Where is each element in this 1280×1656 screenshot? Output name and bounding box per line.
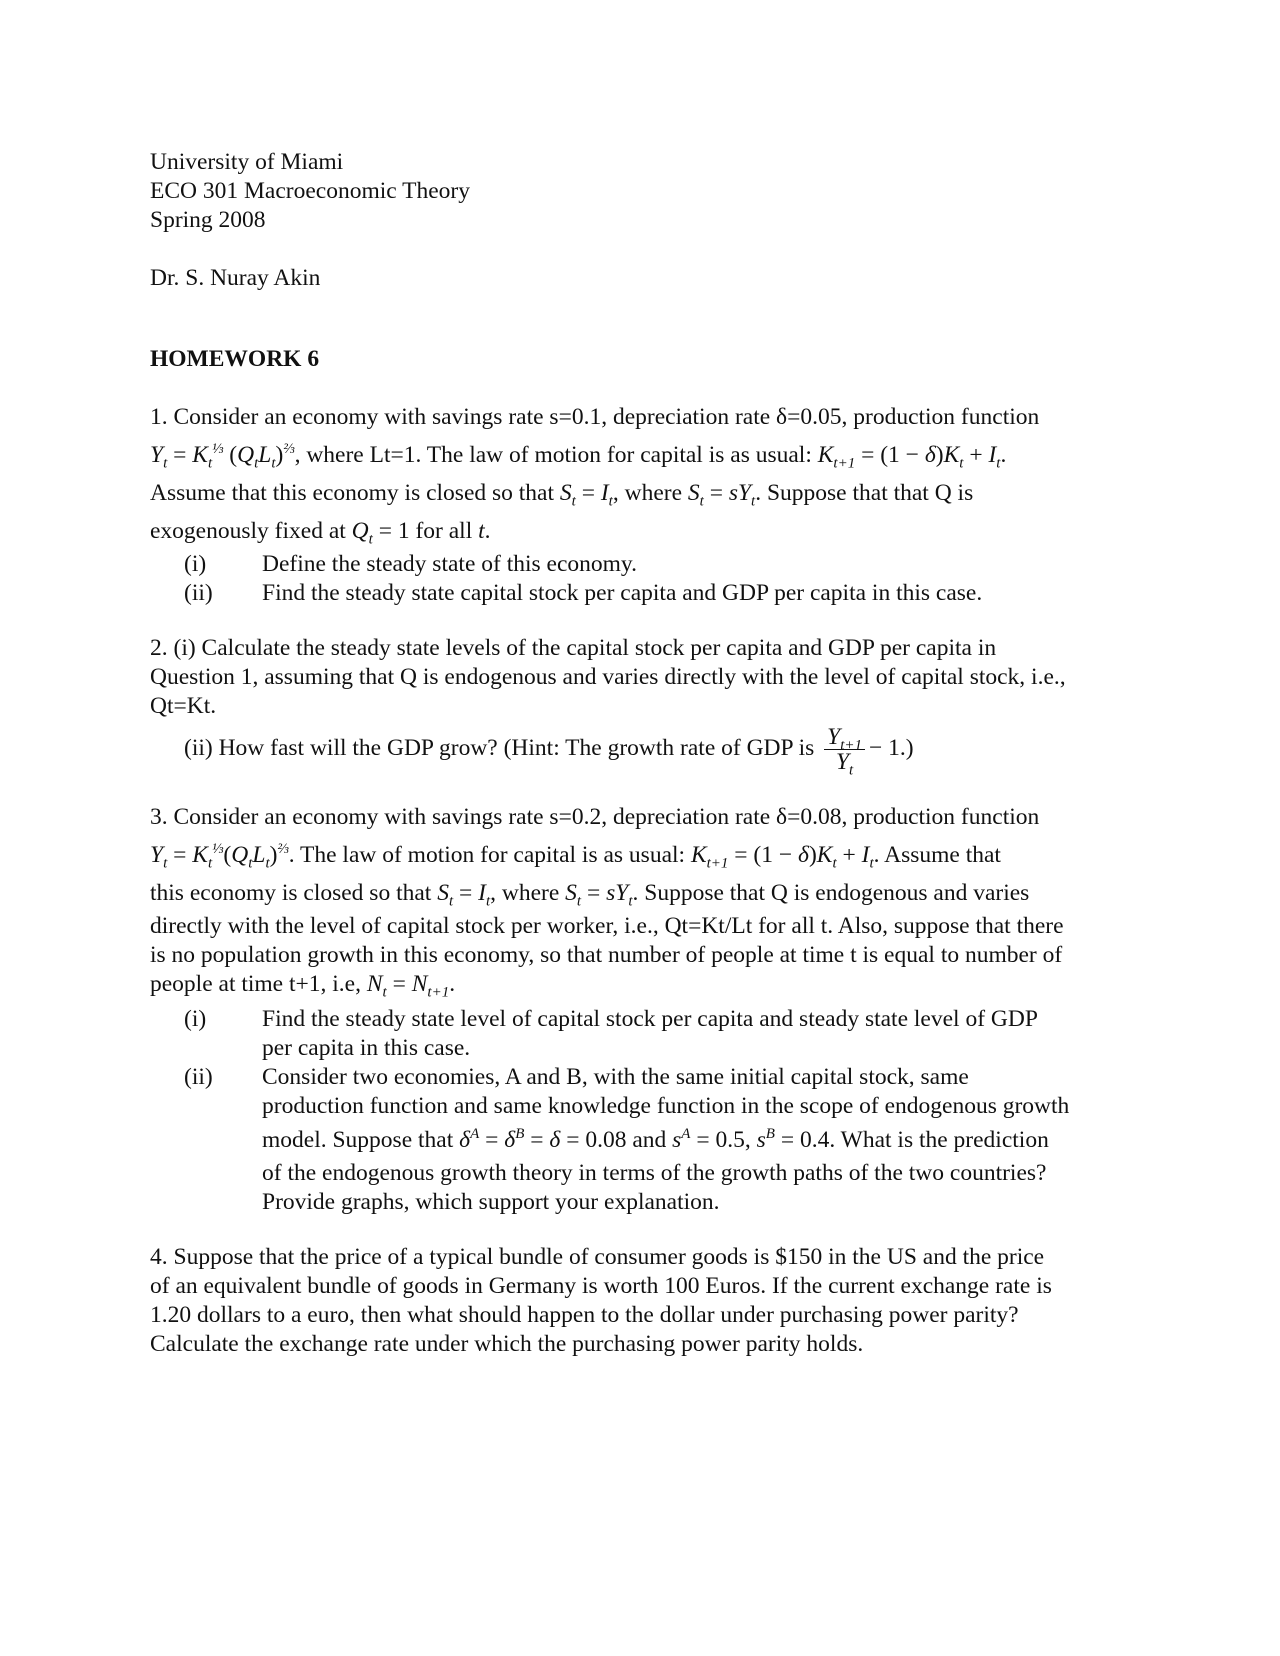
q2-line-1: 2. (i) Calculate the steady state levels of the capital stock per capita and GDP per capita in — [150, 635, 997, 661]
q4-line-3: 1.20 dollars to a euro, then what should happen to the dollar under purchasing power parity? — [150, 1302, 1019, 1328]
q3-savings-rates-eq: $s^A = 0.5$, $s^B = 0.4$ — [672, 1126, 830, 1153]
q3-item-ii: (ii) Consider two economies, A and B, with the same initial capital stock, same production function and same knowledge function in the scope of endogenous growth model. Suppose that $\delta^A = \delta^B = \delta = 0.08$ and $s^A = 0.5$, $s^B = 0.4$. What is the prediction of the endogenous growth theory in terms of the growth paths of the two countries? Provide graphs, which support your explanation. — [184, 1064, 1070, 1215]
q1-q-fixed-eq: $Q_t = 1$ — [351, 518, 410, 548]
q1-line-1: 1. Consider an economy with savings rate s=0.1, depreciation rate δ=0.05, production function — [150, 404, 1040, 430]
university-name: University of Miami — [150, 149, 344, 175]
q2-growth-fraction: $\frac{Y_{t+1}}{Y_t}$ — [824, 725, 865, 774]
term: Spring 2008 — [150, 207, 266, 233]
q2-line-3: Qt=Kt. — [150, 693, 217, 719]
q4-line-2: of an equivalent bundle of goods in Germany is worth 100 Euros. If the current exchange rate is — [150, 1273, 1052, 1299]
q2-line-2: Question 1, assuming that Q is endogenous and varies directly with the level of capital stock, i.e., — [150, 664, 1066, 690]
question-1 — [150, 398, 1140, 608]
question-3 — [150, 798, 1140, 1217]
question-4 — [150, 1243, 1140, 1359]
q1-production-function: $Y_t = K_t^{\frac{1}{3}}$ $(Q_tL_t)^{\frac{2}{3}}$ — [150, 441, 295, 472]
q3-line-4: directly with the level of capital stock per worker, i.e., Qt=Kt/Lt for all t. Also, suppose that there — [150, 913, 1064, 939]
q3-line-2: $Y_t = K_t^{\frac{1}{3}}(Q_tL_t)^{\frac{2}{3}}$. The law of motion for capital is as usual: $K_{t+1} = (1 - \delta)K_t + I_t$. Assume that — [150, 841, 1001, 872]
q3-law-of-motion: $K_{t+1} = (1 - \delta)K_t + I_t$ — [690, 842, 874, 872]
homework-title: HOMEWORK 6 — [150, 346, 320, 372]
q2-part-ii: (ii) How fast will the GDP grow? (Hint: The growth rate of GDP is $\frac{Y_{t+1}}{Y_t}$ − 1.) — [184, 724, 914, 779]
q1-line-3: Assume that this economy is closed so that $S_t = I_t$, where $S_t = sY_t$. Suppose that that Q is — [150, 480, 974, 510]
course-name: ECO 301 Macroeconomic Theory — [150, 178, 470, 204]
q1-line-2: $Y_t = K_t^{\frac{1}{3}}$ $(Q_tL_t)^{\frac{2}{3}}$, where Lt=1. The law of motion for capital is as usual: $K_{t+1} = (1 - \delta)K_t + I_t$. — [150, 441, 1007, 472]
q1-item-i: (i) Define the steady state of this economy. — [184, 551, 638, 577]
q1-line-4: exogenously fixed at $Q_t = 1$ for all t. — [150, 518, 491, 548]
q4-line-4: Calculate the exchange rate under which the purchasing power parity holds. — [150, 1331, 864, 1357]
q3-line-1: 3. Consider an economy with savings rate s=0.2, depreciation rate δ=0.08, production function — [150, 804, 1040, 830]
q3-item-i: (i) Find the steady state level of capital stock per capita and steady state level of GDP per capita in this case. — [184, 1006, 1038, 1061]
q3-population-eq: $N_t = N_{t+1}$ — [366, 971, 450, 1001]
instructor-name: Dr. S. Nuray Akin — [150, 265, 321, 291]
question-2 — [150, 634, 1140, 779]
q4-line-1: 4. Suppose that the price of a typical bundle of consumer goods is $150 in the US and the price — [150, 1244, 1045, 1270]
q1-closed-eq: $S_t = I_t$ — [559, 480, 613, 510]
q1-line-2-text: , where Lt=1. The law of motion for capital is as usual: — [294, 442, 812, 468]
document-page — [150, 148, 1140, 1359]
q3-production-function: $Y_t = K_t^{\frac{1}{3}}(Q_tL_t)^{\frac{2}{3}}$ — [150, 841, 289, 872]
q3-depreciation-eq: $\delta^A = \delta^B = \delta = 0.08$ — [459, 1126, 627, 1153]
q3-line-5: is no population growth in this economy, so that number of people at time t is equal to number of — [150, 942, 1063, 968]
q1-law-of-motion: $K_{t+1} = (1 - \delta)K_t + I_t$ — [817, 442, 1001, 472]
q3-line-3: this economy is closed so that $S_t = I_t$, where $S_t = sY_t$. Suppose that Q is endogenous and varies — [150, 880, 1030, 910]
q1-item-ii: (ii) Find the steady state capital stock per capita and GDP per capita in this case. — [184, 580, 983, 606]
q1-savings-eq: $S_t = sY_t$ — [687, 480, 756, 510]
q3-line-6: people at time t+1, i.e, $N_t = N_{t+1}$. — [150, 971, 456, 1001]
